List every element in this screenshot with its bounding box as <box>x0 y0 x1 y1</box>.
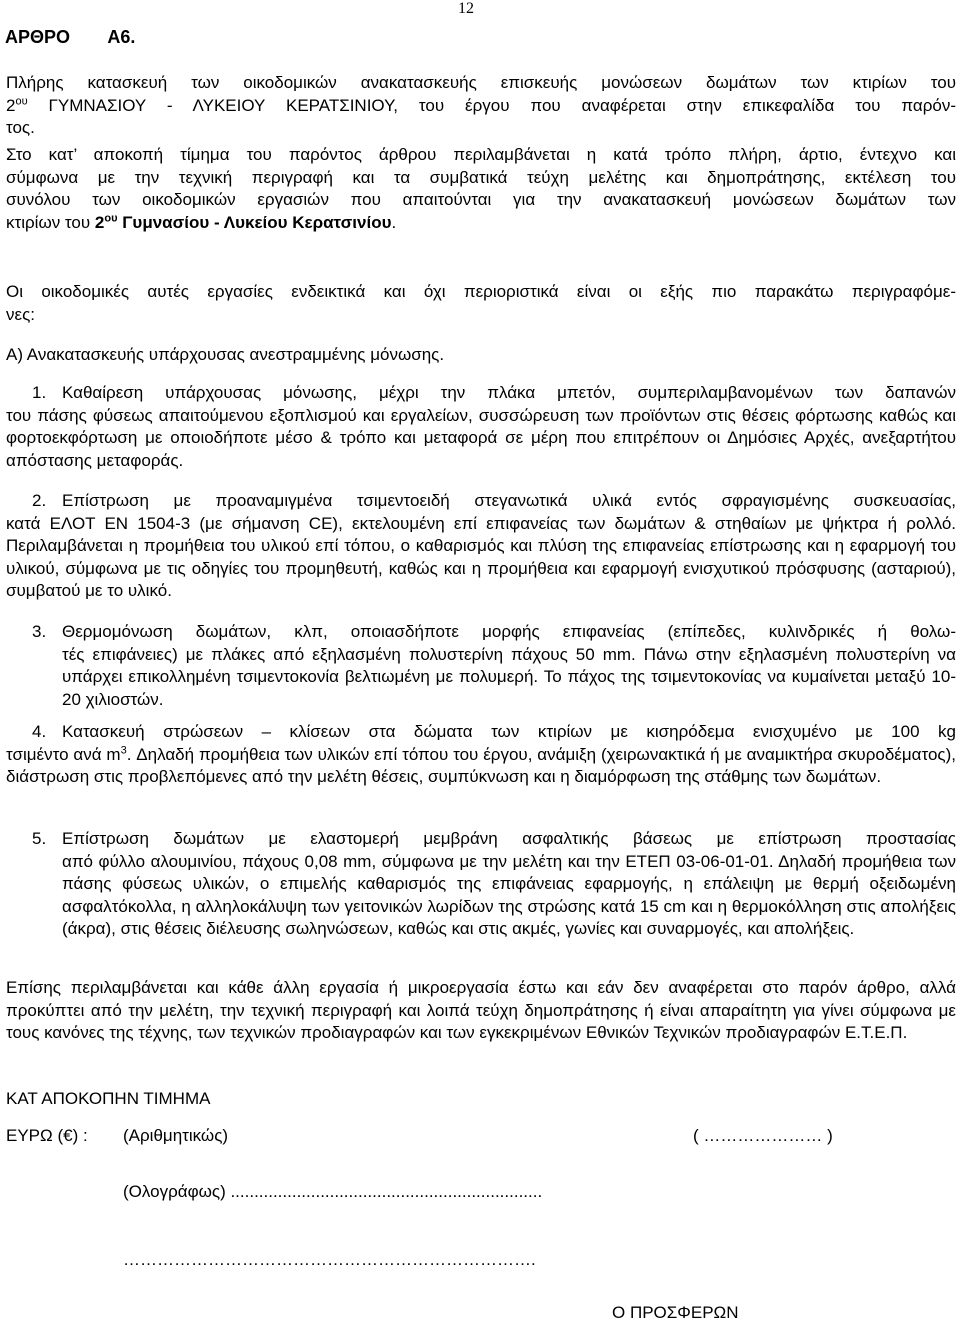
article-label: ΑΡΘΡΟ <box>5 27 71 47</box>
cubic-sup: 3 <box>120 743 127 756</box>
bidder-signature-label: Ο ΠΡΟΣΦΕΡΩΝ <box>612 1303 739 1322</box>
words-continuation-field[interactable]: ………………………………………………………………. <box>123 1250 536 1269</box>
price-line-2: σύμφωνα με την τεχνική περιγραφή και τα συμβατικά τεύχη μελέτης και δημοπράτησης, εκτέλεση του <box>6 167 956 187</box>
works-paragraph <box>6 281 956 326</box>
intro-line-2 <box>6 95 956 118</box>
intro-ordinal-sup: ου <box>15 94 28 107</box>
works-line-1: Οι οικοδομικές αυτές εργασίες ενδεικτικά και όχι περιοριστικά είναι οι εξής πιο παρακάτω περιγραφόμε- <box>6 282 956 301</box>
item-first-line: Θερμομόνωση δωμάτων, κλπ, οποιασδήποτε μορφής επιφανείας (επίπεδες, κυλινδρικές ή θολω- <box>62 622 956 641</box>
words-amount-field[interactable]: (Ολογράφως) .................................................................. <box>123 1182 543 1201</box>
item-number: 5. <box>32 829 47 848</box>
item-rest-text: κατά ΕΛΟΤ ΕΝ 1504-3 (με σήμανση CE), εκτελουμένη επί επιφανείας των δωμάτων & στηθαίων με ψήκτρα ή ρολλό. Περιλαμβάνεται η προμήθεια του υλικού επί τόπου, ο καθαρισμός και πλύση της επιφανείας επίστρωσης και η εφαρμογή του υλικού, σύμφωνα με τις οδηγίες του προμηθευτή, καθώς και η προμήθεια και εφαρμογή ενισχυτικού πρόσφυσης (ασταριού), συμβατού με το υλικό. <box>6 513 956 600</box>
euro-label: ΕΥΡΩ (€) : <box>6 1126 88 1145</box>
article-heading <box>5 27 135 48</box>
item-number: 3. <box>32 622 47 641</box>
intro-ordinal: 2 <box>6 95 16 115</box>
price-line-4-pre: κτιρίων του <box>6 212 95 232</box>
numeric-amount-field[interactable]: ( ………………… ) <box>693 1126 833 1145</box>
price-ordinal: 2 <box>94 212 105 232</box>
item-first-line: Κατασκευή στρώσεων – κλίσεων στα δώματα των κτιρίων με κισηρόδεμα ενισχυμένο με 100 kg <box>62 722 956 741</box>
price-line-1: Στο κατ’ αποκοπή τίμημα του παρόντος άρθρου περιλαμβάνεται η κατά τρόπο πλήρη, άρτιο, έντεχνο και <box>6 145 956 164</box>
item-rest-text: από φύλλο αλουμινίου, πάχους 0,08 mm, σύμφωνα με την μελέτη και την ΕΤΕΠ 03-06-01-01. Δηλαδή προμήθεια των πάσης φύσεως υλικών, ο επιμελής καθαρισμός της επιφάνειας εφαρμογής, η επάλειψη με θερμή οξειδωμένη ασφαλτόκολλα, η αλληλοκάλυψη των γειτονικών λωρίδων της στρώσης κατά 15 cm και η θερμοκόλληση στις απολήξεις (άκρα), στις θέσεις διέλευσης σωληνώσεων, καθώς και στις ακμές, γωνίες και συναρμογές, και απολήξεις. <box>62 851 956 938</box>
price-line-3: συνόλου των οικοδομικών εργασιών που απαιτούνται για την ανακατασκευή μονώσεων δωμάτων των <box>6 190 956 209</box>
item-number: 1. <box>32 383 47 402</box>
price-line-4 <box>6 212 956 235</box>
item-4-rest: . Δηλαδή προμήθεια των υλικών επί τόπου του έργου, ανάμιξη (χειρωνακτικά ή με αναμικτήρα σκυροδέματος), διάστρωση στις προβλεπόμενες από την μελέτη θέσεις, συμπύκνωση και η διαμόρφωση της στάθμης των δωμάτων. <box>6 744 957 786</box>
intro-line-1: Πλήρης κατασκευή των οικοδομικών ανακατασκευής επισκευής μονώσεων δωμάτων των κτιρίων του <box>6 73 956 92</box>
item-first-line: Καθαίρεση υπάρχουσας μόνωσης, μέχρι την πλάκα μπετόν, συμπεριλαμβανομένων των δαπανών <box>62 383 956 402</box>
lump-sum-title: ΚΑΤ ΑΠΟΚΟΠΗΝ ΤΙΜΗΜΑ <box>6 1089 211 1108</box>
item-4-cement-text: τσιμέντο ανά m <box>6 744 121 764</box>
intro-school-text: ΓΥΜΝΑΣΙΟΥ - ΛΥΚΕΙΟΥ ΚΕΡΑΤΣΙΝΙΟΥ, του έργου που αναφέρεται στην επικεφαλίδα του παρόν- <box>27 95 956 115</box>
item-number: 2. <box>32 491 47 510</box>
item-first-line: Επίστρωση με προαναμιγμένα τσιμεντοειδή στεγανωτικά υλικά εντός σφραγισμένης συσκευασίας, <box>62 491 956 510</box>
article-code: Α6. <box>107 27 136 47</box>
item-rest-text <box>6 744 956 789</box>
item-first-line: Επίστρωση δωμάτων με ελαστομερή μεμβράνη ασφαλτικής βάσεως με επίστρωση προστασίας <box>62 829 956 848</box>
price-paragraph <box>6 144 956 234</box>
price-line-end: . <box>391 212 397 232</box>
closing-paragraph: Επίσης περιλαμβάνεται και κάθε άλλη εργασία ή μικροεργασία έστω και εάν δεν αναφέρεται στο παρόν άρθρο, αλλά προκύπτει από την μελέτη, την τεχνική περιγραφή και λοιπά τεύχη δημοπράτησης ή είναι απαραίτητη για γίνει σύμφωνα με τους κανόνες της τέχνης, των τεχνικών προδιαγραφών και των εγκεκριμένων Εθνικών Τεχνικών προδιαγραφών Ε.Τ.Ε.Π. <box>6 978 956 1042</box>
section-a-title: Α) Ανακατασκευής υπάρχουσας ανεστραμμένης μόνωσης. <box>6 345 445 364</box>
intro-paragraph <box>6 72 956 140</box>
item-number: 4. <box>32 722 47 741</box>
works-line-2: νες: <box>6 304 35 324</box>
price-school-name: Γυμνασίου - Λυκείου Κερατσινίου <box>117 212 392 232</box>
numeric-label: (Αριθμητικώς) <box>123 1126 229 1145</box>
intro-line-3: τος. <box>6 118 35 137</box>
item-rest-text: του πάσης φύσεως απαιτούμενου εξοπλισμού και εργαλείων, συσσώρευση των προϊόντων στις θέσεις φόρτωσης καθώς και φορτοεκφόρτωση με οποιοδήποτε μέσο & τρόπο και μεταφορά σε μέρη που επιτρέπουν οι Δημόσιες Αρχές, ανεξαρτήτου απόστασης μεταφοράς. <box>6 405 956 470</box>
page-number: 12 <box>458 0 474 17</box>
price-ordinal-sup: ου <box>104 211 118 224</box>
item-rest-text: τές επιφάνειες) με πλάκες από εξηλασμένη πολυστερίνη πάχους 50 mm. Πάνω στην εξηλασμένη πολυστερίνη να υπάρχει επικολλημένη τσιμεντοκονία βελτιωμένη με πολυμερή. Το πάχος της τσιμεντοκονίας να κυμαίνεται μεταξύ 10-20 χιλιοστών. <box>62 644 956 709</box>
